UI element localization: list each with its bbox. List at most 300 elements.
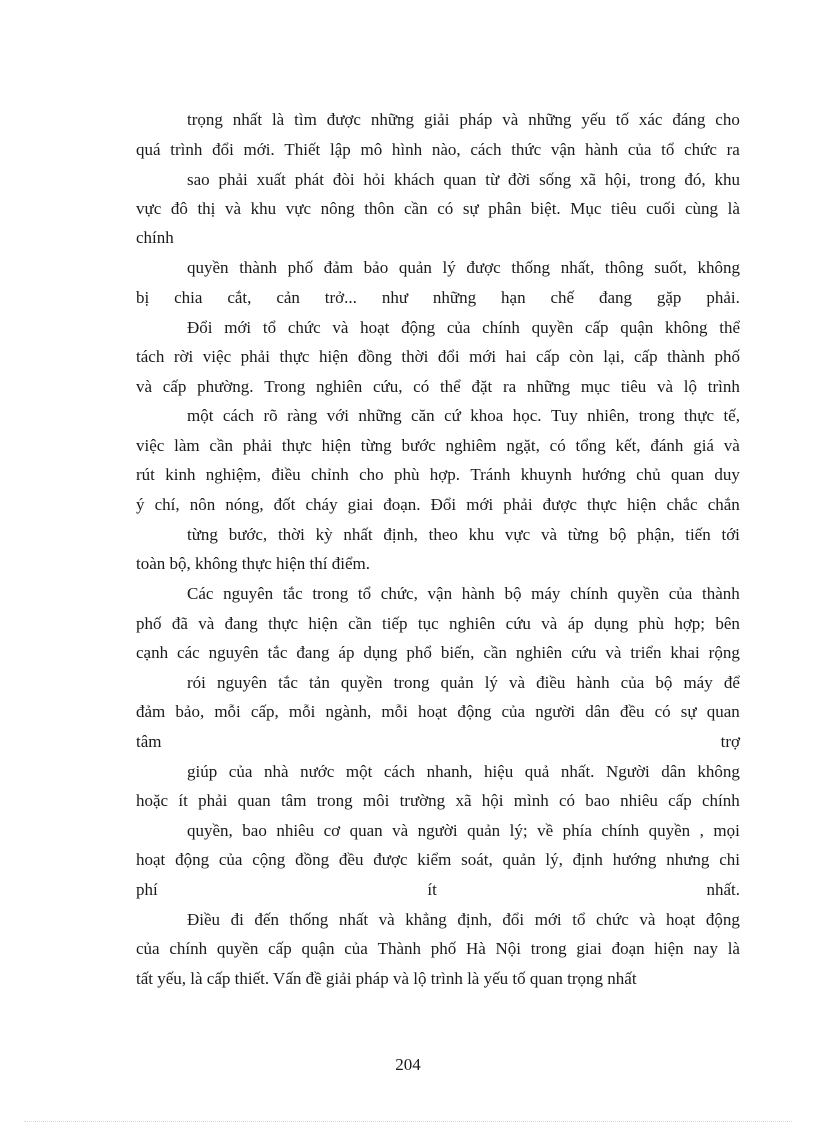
text-line [136,643,740,663]
word: hợp. [429,465,461,484]
word: được [542,495,577,514]
word: áp [567,614,584,633]
word: lý [442,258,456,277]
word: đảm [136,702,166,721]
word: chính [169,939,208,958]
word: phận, [637,525,675,544]
word: quả [524,762,550,781]
word: tản [309,673,330,692]
page-number: 204 [395,1055,421,1074]
word: và [392,821,409,840]
word: điều [536,673,566,692]
word: thể [719,318,740,337]
word: từng [567,525,599,544]
word: quản [502,850,536,869]
word: mới [534,910,562,929]
word: của [668,584,693,603]
word: phải [240,347,270,366]
word: đang [224,614,258,633]
word: hành [585,140,619,159]
word: tổ [572,910,586,929]
word: kỳ [315,525,333,544]
word: đặt [471,377,493,396]
word: hội [481,791,504,810]
word: nghiên [449,614,496,633]
word: hành [576,673,610,692]
word: bảo, [175,702,205,721]
word: chủ [636,465,661,484]
word: cản [276,288,300,307]
word: soát, [461,850,493,869]
word: quyền [216,939,259,958]
word: chắc [666,495,698,514]
text-line [136,377,740,397]
word: của [344,939,368,958]
word: nước [300,762,335,781]
word: hạn [501,288,526,307]
word: tổng [575,436,606,455]
word: khuynh [520,465,572,484]
word: không [665,318,708,337]
word: quan [670,465,704,484]
word: phố [714,347,740,366]
word: có [654,702,671,721]
word: những [432,288,477,307]
word: thực [587,495,617,514]
word: nguyên [216,673,268,692]
word: nhà [263,762,289,781]
word: chi [719,850,740,869]
word: rời [173,347,194,366]
word: hiện [627,495,657,514]
word: thành [239,258,277,277]
word: kết, [615,436,641,455]
word: Tránh [470,465,511,484]
word: phải [218,170,248,189]
word: lộ [683,377,698,396]
word: nhất. [560,762,595,781]
word: nghiêm [445,436,497,455]
word: đời [508,170,531,189]
word: hướng [582,465,626,484]
word: và [332,318,349,337]
word: khách [393,170,435,189]
word: của [627,140,652,159]
word: trong [393,673,430,692]
word: quản [398,258,432,277]
word: đang [296,643,330,662]
word: ra [726,140,740,159]
word: tế, [723,406,740,425]
word: cần [209,436,234,455]
word: hành [461,584,495,603]
word: tổ [262,318,277,337]
word: đi [230,910,244,929]
word: và [605,643,622,662]
word: cháy [305,495,338,514]
word: hiện [654,939,684,958]
word: trong [530,939,567,958]
word: động [175,850,210,869]
word: và [540,525,557,544]
word: trình [170,140,203,159]
word: bao [242,821,267,840]
word: định, [383,525,418,544]
word: chức [287,318,321,337]
word: lý [484,673,498,692]
word: đồng [295,850,330,869]
word: chỉnh [310,465,349,484]
word: sự [462,199,479,218]
word: cần [348,614,372,633]
word: quận [301,939,335,958]
word: hoạt [417,702,448,721]
word: phải [198,791,228,810]
word: mô [360,140,383,159]
word: tổ [661,140,675,159]
word: trọng [187,110,223,129]
text-line [136,732,740,752]
word: phù [393,465,420,484]
word: Trong [264,377,306,396]
word: của [218,850,243,869]
word: tới [721,525,740,544]
word: hỏi [363,170,386,189]
word: vận [550,140,576,159]
word: cấp [668,791,692,810]
word: nhiêu [620,791,658,810]
word: duy [714,465,740,484]
word: bộ [655,673,673,692]
word: sao [187,170,210,189]
word: như [381,288,409,307]
word: tiếp [382,614,408,633]
word: định, [457,910,492,929]
word: ít [178,791,188,810]
text-line [187,110,740,130]
word: mỗi [381,702,408,721]
word: căn [411,406,435,425]
word: biến, [440,643,475,662]
word: pháp [459,110,493,129]
word: Thành [377,939,421,958]
word: thức [511,140,542,159]
word: cho [715,110,740,129]
word: học. [512,406,542,425]
word: rút [136,465,155,484]
word: nghiên [315,377,363,396]
word: nhiêu [276,821,315,840]
word: một [187,406,214,425]
word: của [620,673,645,692]
word: chế [550,288,575,307]
word: bị [136,288,150,307]
word: cách [470,140,502,159]
word: phường. [197,377,254,396]
word: thời [401,347,429,366]
word: giá [693,436,714,455]
word: cấp [268,939,292,958]
word: có [549,436,566,455]
word: chia [174,288,203,307]
word: cách [222,406,255,425]
word: tìm [294,110,317,129]
word: quan [443,170,477,189]
word: cấp [584,318,609,337]
word: vực [136,199,162,218]
word: dụng [363,643,398,662]
word: nhất [338,910,369,929]
word: không [697,258,740,277]
word: khu [250,199,277,218]
word: máy [683,673,713,692]
word: cắt, [227,288,252,307]
word: quyền [187,258,229,277]
word: lý; [509,821,528,840]
text-line [136,850,740,870]
word: mới [466,495,494,514]
word: quyền [340,673,383,692]
word: yếu [581,110,606,129]
word: dân [661,762,686,781]
word: phố [287,258,314,277]
word: nhưng [666,850,710,869]
word: việc [202,347,232,366]
word: mỗi [214,702,241,721]
word: cạnh [136,643,169,662]
word: ra [502,377,517,396]
word: đoạn [611,939,645,958]
word: thời [277,525,305,544]
word: hoạt [136,850,166,869]
word: cấp [634,347,658,366]
word: vực [285,199,311,218]
word: tắc [278,673,298,692]
word: có [413,377,430,396]
word: tiêu [611,199,637,218]
text-line [187,673,740,693]
word: giúp [187,762,218,781]
word: phố [430,939,457,958]
word: phát [294,170,324,189]
word: quá [136,140,161,159]
word: phố [136,614,162,633]
word: xã [455,791,472,810]
word: và [136,377,153,396]
text-line [136,939,740,959]
text-line [136,140,740,160]
word: thực [281,436,312,455]
word: áp [338,643,355,662]
word: thống [289,910,329,929]
word: tổ [357,584,372,603]
word: nhiên, [587,406,630,425]
word: đoạn. [383,495,421,514]
word: từng [187,525,218,544]
word: tâm [280,791,307,810]
word: và [509,673,526,692]
word: phân [488,199,522,218]
word: và [225,199,242,218]
text-line [187,821,740,841]
word: thể [439,377,461,396]
word: trở... [324,288,357,307]
word: đổi [502,910,525,929]
word: là [727,939,740,958]
word: Nội [495,939,522,958]
word: theo [428,525,458,544]
word: ngặt, [506,436,540,455]
word: và [639,910,656,929]
word: Đổi [430,495,457,514]
word: quyền, [187,821,233,840]
word: suốt, [654,258,687,277]
word: máy [531,584,561,603]
word: cấp [162,377,187,396]
word: phổ [406,643,432,662]
word: thực [684,406,715,425]
word: và [541,614,558,633]
word: nhanh, [426,762,473,781]
word: lý, [545,850,563,869]
word: cấp, [250,702,279,721]
word: khu [714,170,740,189]
word: của [501,702,526,721]
word: khai [670,643,700,662]
word: khẳng [405,910,447,929]
word: đòi [332,170,355,189]
text-line [136,347,740,367]
word: quyền [531,318,574,337]
word: động [401,318,436,337]
word: tiêu [620,377,647,396]
word: thống [511,258,551,277]
word: trợ [720,732,740,751]
word: của [446,318,471,337]
word: là [727,199,740,218]
word: chính [702,791,740,810]
word: người [535,702,576,721]
word: thành [667,347,705,366]
word: tục [417,614,439,633]
word: cấp [535,347,560,366]
word: bộ [504,584,522,603]
text-line [187,318,740,338]
word: nông [320,199,355,218]
word: quan [349,821,383,840]
text-line [187,406,740,426]
word: mục [580,377,611,396]
word: hiện [319,347,349,366]
word: đó, [684,170,706,189]
word: sự [680,702,697,721]
word: quan [706,702,740,721]
word: phải [242,436,273,455]
word: và [198,614,215,633]
word: rộng [708,643,740,662]
word: nay [693,939,718,958]
word: được [326,110,361,129]
text-line [136,495,740,515]
word: thực [279,347,310,366]
word: cứu [505,614,531,633]
text-line [187,762,740,782]
word: đốt [273,495,296,514]
word: mình [513,791,549,810]
text-line [136,288,740,308]
text-line: chính [136,228,174,247]
word: các [177,643,200,662]
word: nghiệm, [205,465,262,484]
word: kinh [165,465,196,484]
word: những [358,406,402,425]
word: Người [606,762,650,781]
word: nôn [189,495,216,514]
word: thông [604,258,644,277]
word: và [502,110,519,129]
word: đổi [212,140,234,159]
word: xuất [256,170,286,189]
word: được [373,850,408,869]
word: tắc [267,643,288,662]
word: hiện [308,614,338,633]
word: quận [620,318,654,337]
word: dụng [594,614,629,633]
word: nhất. [706,880,740,899]
text-line [136,614,740,634]
word: , [699,821,704,840]
word: bảo [363,258,389,277]
text-line [136,702,740,722]
word: hoạt [666,910,696,929]
word: thành [702,584,740,603]
word: những [526,377,571,396]
word: lập [329,140,351,159]
word: nguyên [208,643,259,662]
word: cho [359,465,384,484]
word: từ [485,170,500,189]
word: việc [136,436,165,455]
word: về [537,821,554,840]
word: của [228,762,253,781]
word: được [466,258,501,277]
word: trường [399,791,446,810]
word: đảm [323,258,354,277]
word: Hà [465,939,486,958]
word: đồng [357,347,392,366]
word: bước [401,436,436,455]
word: Mục [570,199,602,218]
word: hiện [321,436,351,455]
word: mỗi [288,702,316,721]
word: mới. [243,140,275,159]
word: Tuy [551,406,578,425]
word: tắc [282,584,303,603]
word: Thiết [284,140,321,159]
word: thôn [364,199,395,218]
word: đang [598,288,632,307]
text-line [187,170,740,190]
word: chính [570,584,608,603]
word: cách [383,762,416,781]
word: chức, [380,584,418,603]
word: bên [715,614,740,633]
text-line [187,525,740,545]
word: người [417,821,458,840]
word: ràng [287,406,318,425]
word: để [723,673,740,692]
word: nóng, [225,495,264,514]
